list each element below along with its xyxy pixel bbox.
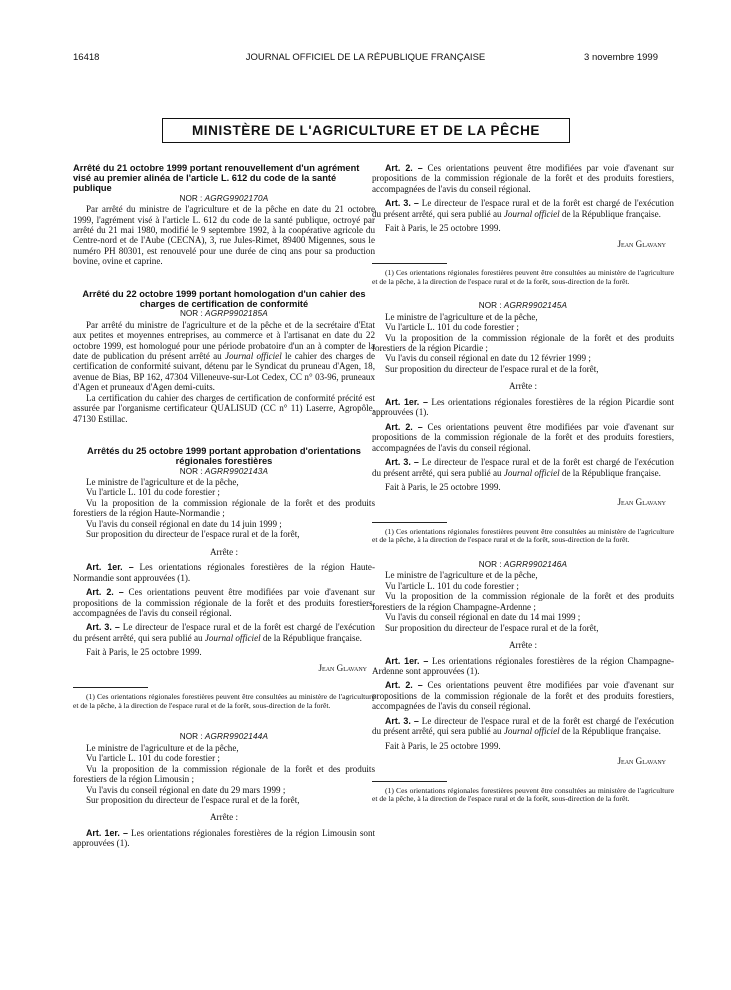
visa-line: Vu l'avis du conseil régional en date du 12 février 1999 ; [385,353,591,364]
article-3: Art. 3. – Le directeur de l'espace rural et de la forêt est chargé de l'exécution du présent arrêté, qui sera publié au Journal officiel de la République française. [372,715,674,737]
article-1: Art. 1er. – Les orientations régionales forestières de la région Limousin sont approuvées (1). [73,827,376,849]
article-1: Art. 1er. – Les orientations régionales forestières de la région Champagne-Ardenne sont approuvées (1). [372,655,675,676]
footnote-divider [372,522,447,523]
visa-line: Vu la proposition de la commission régionale de la forêt et des produits forestiers de la région Picardie ; [372,332,674,353]
visa-line: Le ministre de l'agriculture et de la pêche, [385,570,538,581]
signature: Jean Glavany [617,497,666,508]
visa-line: Vu l'avis du conseil régional en date du 14 mai 1999 ; [385,612,581,623]
nor-reference: NOR : AGRP9902185A [180,309,268,319]
footnote: (1) Ces orientations régionales forestières peuvent être consultées au ministère de l'agriculture et de la pêche, à la direction de l'espace rural et de la forêt, sous-direction de la forêt. [73,692,375,710]
visa-line: Vu la proposition de la commission régionale de la forêt et des produits forestiers de la région Champagne-Ardenne ; [372,591,674,612]
footnote-divider [73,687,148,688]
article-3: Art. 3. – Le directeur de l'espace rural et de la forêt est chargé de l'exécution du présent arrêté, qui sera publié au Journal officiel de la République française. [73,622,375,643]
ministry-banner [162,118,570,143]
visa-line: Vu l'article L. 101 du code forestier ; [385,580,519,591]
visa-line: Vu l'article L. 101 du code forestier ; [385,322,519,333]
visa-line: Vu l'article L. 101 du code forestier ; [86,753,220,764]
footnote-divider [372,263,447,264]
footnote: (1) Ces orientations régionales forestières peuvent être consultées au ministère de l'agriculture et de la pêche, à la direction de l'espace rural et de la forêt, sous-direction de la forêt. [372,785,674,804]
article-body: La certification du cahier des charges de certification de conformité précité est assurée par l'organisme certificateur QUALISUD (CC n° 11) Laserre, Agropôle, 47130 Estillac. [73,392,375,424]
signature: Jean Glavany [318,662,367,673]
visa-line: Le ministre de l'agriculture et de la pêche, [86,742,239,753]
article-2: Art. 2. – Ces orientations peuvent être modifiées par voie d'avenant sur propositions de la commission régionale de la forêt et des produits forestiers, accompagnées de l'avis du conseil régional. [372,163,674,194]
nor-reference: NOR : AGRR9902143A [179,466,269,476]
arrete-heading: Arrête : [209,812,239,823]
arrete-heading: Arrête : [508,381,538,392]
right-column [372,163,674,804]
article-2: Art. 2. – Ces orientations peuvent être modifiées par voie d'avenant sur propositions de la commission régionale de la forêt et des produits forestiers, accompagnées de l'avis du conseil régional. [372,421,674,453]
article-title: Arrêté du 21 octobre 1999 portant renouvellement d'un agrément visé au premier alinéa de l'article L. 612 du code de la santé publique [73,163,360,194]
footnote-divider [372,781,447,782]
nor-reference: NOR : AGRR9902146A [478,559,568,569]
article-1: Art. 1er. – Les orientations régionales forestières de la région Haute-Normandie sont approuvées (1). [73,562,375,583]
article-3: Art. 3. – Le directeur de l'espace rural et de la forêt est chargé de l'exécution du présent arrêté, qui sera publié au Journal officiel de la République française. [372,198,674,219]
nor-reference: NOR : AGRG9902170A [179,193,269,203]
article-title: Arrêté du 22 octobre 1999 portant homologation d'un cahier des charges de certification de conformité [82,288,366,309]
signature: Jean Glavany [617,238,666,249]
page-number: 16418 [73,52,100,63]
visa-line: Vu l'article L. 101 du code forestier ; [86,487,220,498]
article-title: Arrêtés du 25 octobre 1999 portant approbation d'orientations régionales forestières [87,446,361,467]
visa-line: Vu l'avis du conseil régional en date du 29 mars 1999 ; [86,784,286,795]
signature-date: Fait à Paris, le 25 octobre 1999. [385,223,501,234]
visa-line: Le ministre de l'agriculture et de la pêche, [385,311,538,322]
visa-line: Sur proposition du directeur de l'espace rural et de la forêt, [86,795,300,805]
left-column [73,163,375,849]
article-2: Art. 2. – Ces orientations peuvent être modifiées par voie d'avenant sur propositions de la commission régionale de la forêt et des produits forestiers, accompagnées de l'avis du conseil régional. [73,587,375,619]
nor-reference: NOR : AGRR9902145A [478,301,568,311]
nor-reference: NOR : AGRR9902144A [179,732,269,742]
footnote: (1) Ces orientations régionales forestières peuvent être consultées au ministère de l'agriculture et de la pêche, à la direction de l'espace rural et de la forêt, sous-direction de la forêt. [372,526,674,545]
article-1: Art. 1er. – Les orientations régionales forestières de la région Picardie sont approuvées (1). [372,396,675,418]
visa-line: Vu l'avis du conseil régional en date du 14 juin 1999 ; [86,518,282,529]
journal-title: JOURNAL OFFICIEL DE LA RÉPUBLIQUE FRANÇAISE [245,52,486,63]
visa-line: Sur proposition du directeur de l'espace rural et de la forêt, [86,529,300,540]
visa-line: Sur proposition du directeur de l'espace rural et de la forêt, [385,363,599,374]
article-3: Art. 3. – Le directeur de l'espace rural et de la forêt est chargé de l'exécution du présent arrêté, qui sera publié au Journal officiel de la République française. [372,457,674,478]
signature-date: Fait à Paris, le 25 octobre 1999. [385,481,501,492]
article-body: Par arrêté du ministre de l'agriculture et de la pêche et de la secrétaire d'Etat aux petites et moyennes entreprises, au commerce et à l'artisanat en date du 22 octobre 1999, est homologué pour une période probatoire d'un an à compter de la date de publication du présent arrêté au Journal officiel le cahier des charges de certification de conformité suivant, détenu par le Syndicat du pruneau d'Agen, 18, avenue de Bias, BP 162, 47304 Villeneuve-sur-Lot Cedex, CC n° 03-96, pruneaux d'Agen et pruneaux d'Agen demi-cuits. [73,319,375,393]
issue-date: 3 novembre 1999 [584,52,658,63]
signature-date: Fait à Paris, le 25 octobre 1999. [86,647,202,658]
signature: Jean Glavany [617,756,666,767]
visa-line: Vu la proposition de la commission régionale de la forêt et des produits forestiers de la région Haute-Normandie ; [73,497,375,519]
article-body: Par arrêté du ministre de l'agriculture et de la pêche en date du 21 octobre 1999, l'agrément visé à l'article L. 612 du code de la santé publique, octroyé par arrêté du 21 mai 1980, modifié le 9 septembre 1992, à la coopérative agricole du Centre-nord et de l'Aube (CECNA), 3, rue Jules-Rimet, 89400 Migennes, sous le numéro PH 80301, est renouvelé pour une durée de cinq ans pour sa production bovine, ovine et caprine. [73,204,375,267]
article-2: Art. 2. – Ces orientations peuvent être modifiées par voie d'avenant sur propositions de la commission régionale de la forêt et des produits forestiers, accompagnées de l'avis du conseil régional. [372,680,674,712]
visa-line: Sur proposition du directeur de l'espace rural et de la forêt, [385,622,599,633]
signature-date: Fait à Paris, le 25 octobre 1999. [385,740,501,751]
arrete-heading: Arrête : [508,640,538,651]
footnote: (1) Ces orientations régionales forestières peuvent être consultées au ministère de l'agriculture et de la pêche, à la direction de l'espace rural et de la forêt, sous-direction de la forêt. [372,268,674,286]
ministry-title: MINISTÈRE DE L'AGRICULTURE ET DE LA PÊCHE [191,123,541,138]
arrete-heading: Arrête : [209,546,239,557]
visa-line: Le ministre de l'agriculture et de la pêche, [86,477,239,488]
visa-line: Vu la proposition de la commission régionale de la forêt et des produits forestiers de la région Limousin ; [73,763,375,785]
